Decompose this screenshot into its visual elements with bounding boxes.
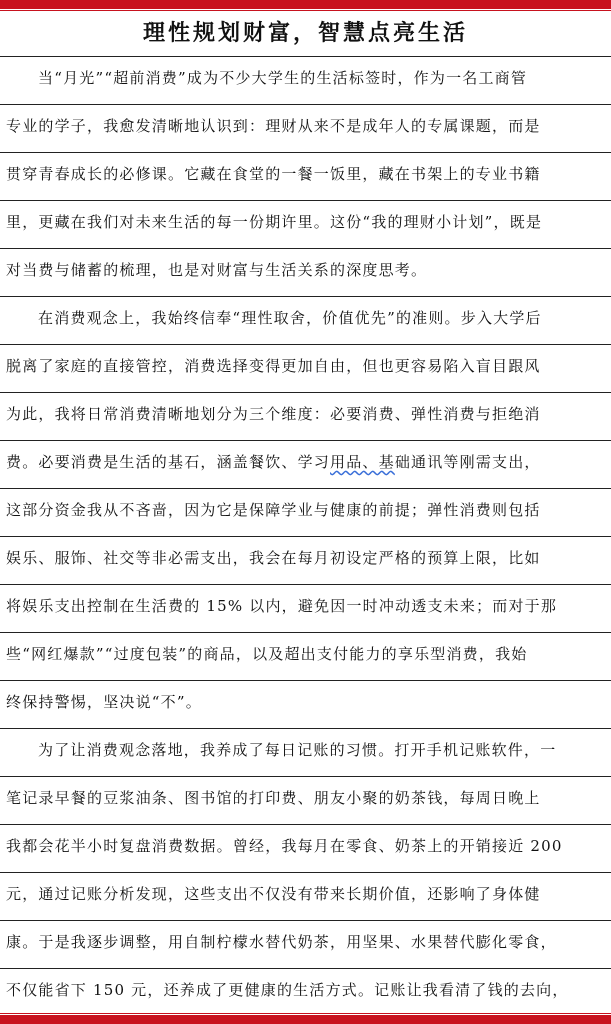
text-line: 在消费观念上，我始终信奉“理性取舍，价值优先”的准则。步入大学后 [0,296,611,339]
text-line: 将娱乐支出控制在生活费的 15% 以内，避免因一时冲动透支未来；而对于那 [0,584,611,627]
top-border-rule [0,10,611,11]
text-line: 康。于是我逐步调整，用自制柠檬水替代奶茶，用坚果、水果替代膨化零食， [0,920,611,963]
text-line: 贯穿青春成长的必修课。它藏在食堂的一餐一饭里，藏在书架上的专业书籍 [0,152,611,195]
text-line: 当“月光”“超前消费”成为不少大学生的生活标签时，作为一名工商管 [0,56,611,99]
text-line: 专业的学子，我愈发清晰地认识到：理财从来不是成年人的专属课题，而是 [0,104,611,147]
top-border [0,0,611,9]
text-line: 里，更藏在我们对未来生活的每一份期许里。这份“我的理财小计划”，既是 [0,200,611,243]
text-line: 不仅能省下 150 元，还养成了更健康的生活方式。记账让我看清了钱的去向， [0,968,611,1011]
text-line: 费。必要消费是生活的基石，涵盖餐饮、学习用品、基础通讯等刚需支出， [0,440,611,483]
text-line: 我都会花半小时复盘消费数据。曾经，我每月在零食、奶茶上的开销接近 200 [0,824,611,867]
text-line: 为了让消费观念落地，我养成了每日记账的习惯。打开手机记账软件，一 [0,728,611,771]
text-line: 元，通过记账分析发现，这些支出不仅没有带来长期价值，还影响了身体健 [0,872,611,915]
text-line: 笔记录早餐的豆浆油条、图书馆的打印费、朋友小聚的奶茶钱，每周日晚上 [0,776,611,819]
bottom-border [0,1015,611,1024]
text-line: 些“网红爆款”“过度包装”的商品，以及超出支付能力的享乐型消费，我始 [0,632,611,675]
text-line: 这部分资金我从不吝啬，因为它是保障学业与健康的前提；弹性消费则包括 [0,488,611,531]
text-line: 对当费与储蓄的梳理，也是对财富与生活关系的深度思考。 [0,248,611,291]
text-line: 终保持警惕，坚决说“不”。 [0,680,611,723]
page-title: 理性规划财富，智慧点亮生活 [142,20,468,46]
text-line: 为此，我将日常消费清晰地划分为三个维度：必要消费、弹性消费与拒绝消 [0,392,611,435]
document-page [0,12,611,1012]
text-line: 脱离了家庭的直接管控，消费选择变得更加自由，但也更容易陷入盲目跟风 [0,344,611,387]
text-line: 娱乐、服饰、社交等非必需支出，我会在每月初设定严格的预算上限，比如 [0,536,611,579]
bottom-border-rule [0,1013,611,1014]
spellcheck-underline: 用品、基 [330,453,395,471]
